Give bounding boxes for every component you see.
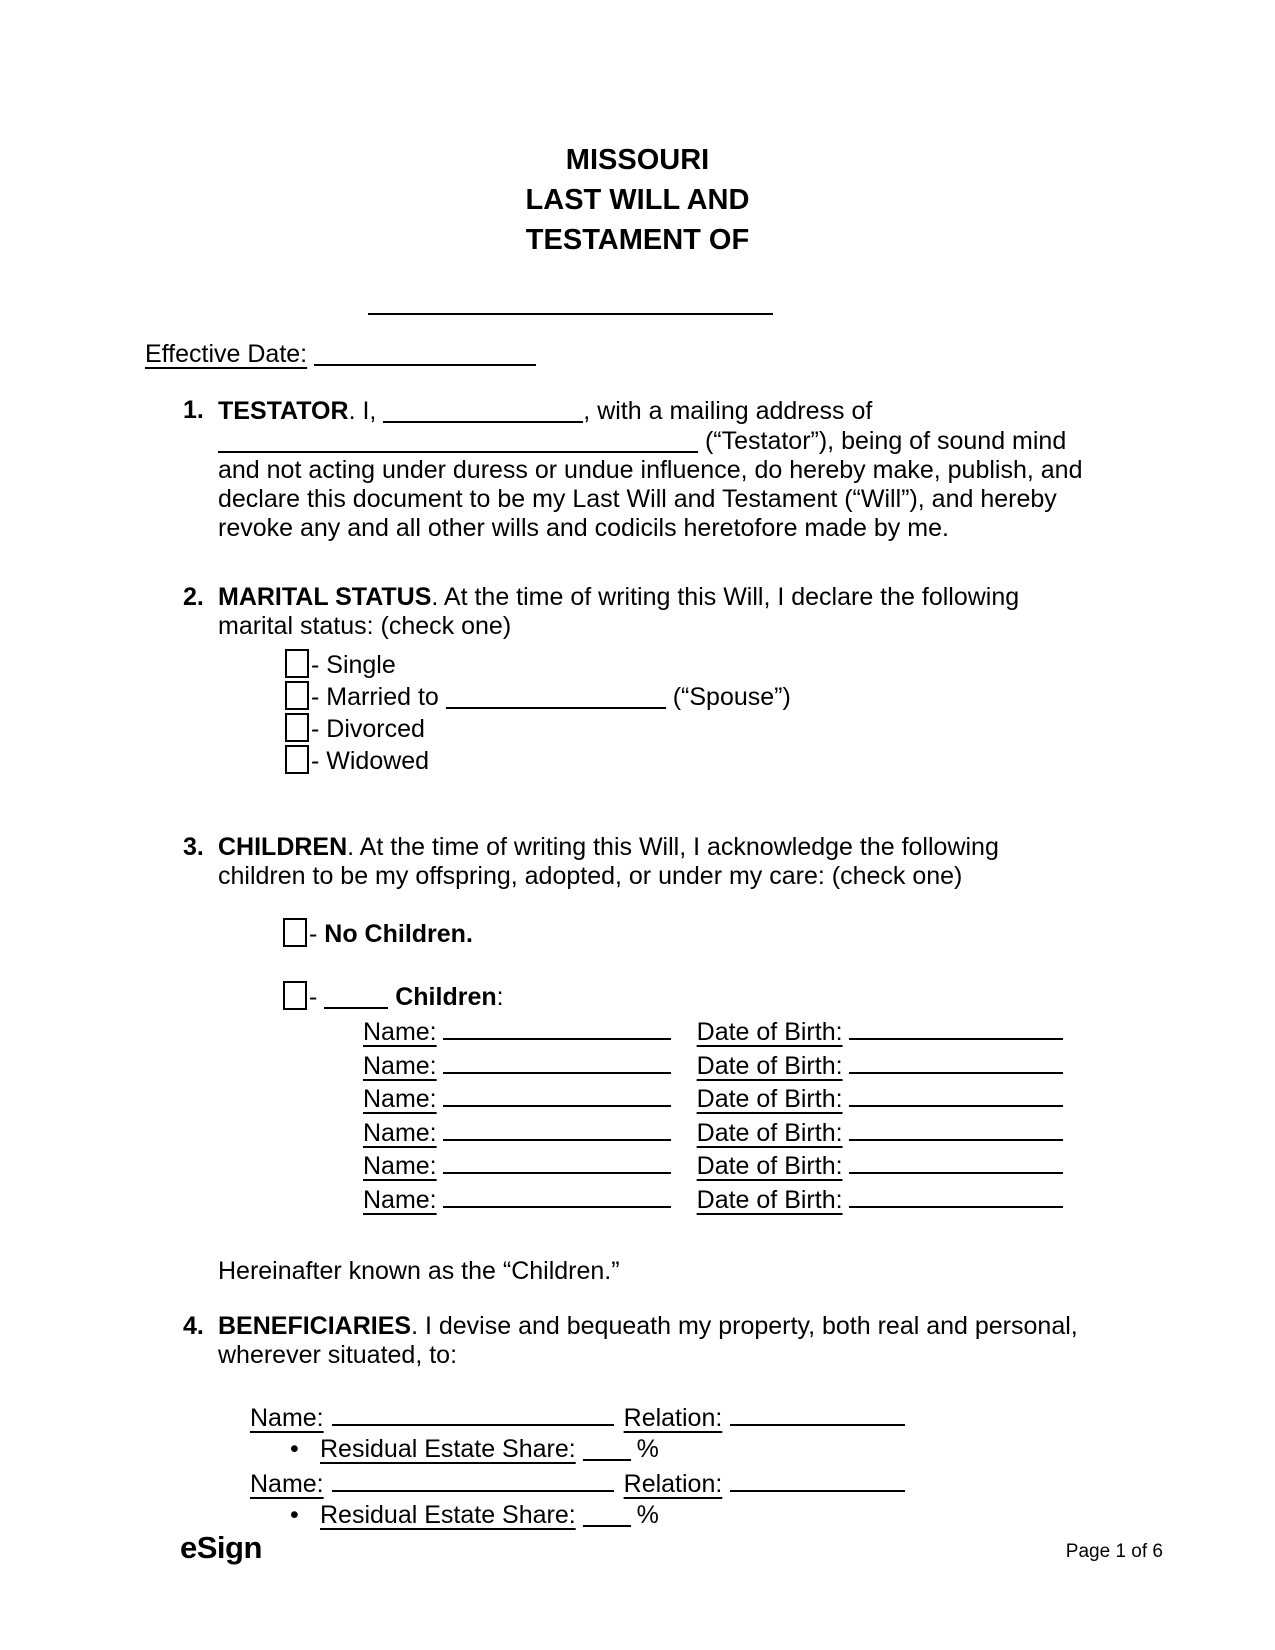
residual-share-row-1	[290, 1434, 1090, 1465]
section-marital-status	[183, 583, 1090, 777]
effective-date-blank[interactable]	[314, 339, 536, 366]
child-name-label: Name:	[363, 1051, 437, 1080]
child-dob-blank-4[interactable]	[849, 1114, 1063, 1141]
testator-text-2: , with a mailing address of	[583, 397, 873, 425]
esign-logo: eSign	[180, 1530, 262, 1565]
child-name-label: Name:	[363, 1185, 437, 1214]
marital-text: . At the time of writing this Will, I declare the following marital status: (check one)	[218, 583, 1020, 640]
child-dob-label: Date of Birth:	[696, 1152, 843, 1180]
children-count-label: Children	[395, 983, 497, 1011]
beneficiaries-heading: BENEFICIARIES	[218, 1312, 412, 1340]
no-children-dash: -	[309, 920, 325, 948]
child-row-5	[363, 1147, 1063, 1181]
beneficiaries-list	[250, 1399, 1090, 1531]
residual-share-blank-2[interactable]	[583, 1500, 631, 1527]
child-name-blank-6[interactable]	[443, 1181, 671, 1208]
section-number-4: 4.	[183, 1312, 204, 1340]
child-dob-label: Date of Birth:	[696, 1085, 843, 1113]
option-single	[285, 649, 1090, 681]
section-number-3: 3.	[183, 833, 204, 861]
beneficiary-relation-blank-2[interactable]	[730, 1465, 905, 1492]
title-line-2: LAST WILL AND	[525, 184, 750, 216]
option-married	[285, 681, 1090, 713]
residual-share-label: Residual Estate Share:	[320, 1501, 576, 1529]
child-dob-blank-1[interactable]	[849, 1013, 1063, 1040]
option-married-suffix: (“Spouse”)	[665, 683, 791, 711]
checkbox-widowed[interactable]	[285, 745, 309, 774]
child-row-6	[363, 1181, 1063, 1215]
child-dob-label: Date of Birth:	[696, 1051, 843, 1080]
child-row-4	[363, 1114, 1063, 1148]
beneficiary-name-blank-2[interactable]	[332, 1465, 614, 1492]
option-widowed	[285, 745, 1090, 777]
beneficiary-row-2	[250, 1465, 905, 1500]
option-divorced-label: - Divorced	[311, 715, 425, 743]
child-name-blank-2[interactable]	[443, 1047, 671, 1074]
child-dob-blank-3[interactable]	[849, 1080, 1063, 1107]
testator-heading: TESTATOR	[218, 397, 349, 425]
effective-date-label: Effective Date:	[145, 340, 308, 368]
percent-sign: %	[636, 1501, 659, 1529]
children-count-blank[interactable]	[324, 982, 388, 1009]
child-dob-label: Date of Birth:	[696, 1118, 843, 1147]
residual-share-row-2	[290, 1500, 1090, 1531]
child-name-label: Name:	[363, 1018, 437, 1046]
checkbox-has-children[interactable]	[283, 981, 307, 1010]
option-has-children	[283, 981, 1090, 1013]
children-text: . At the time of writing this Will, I acknowledge the following children to be my offspring, adopted, or under my care: (check one)	[218, 833, 999, 890]
children-count-dash: -	[309, 983, 325, 1011]
option-divorced	[285, 713, 1090, 745]
checkbox-divorced[interactable]	[285, 713, 309, 742]
option-widowed-label: - Widowed	[311, 747, 430, 775]
testator-name-blank[interactable]	[383, 396, 583, 423]
section-number-1: 1.	[183, 396, 204, 424]
testator-text-1: . I,	[348, 397, 384, 425]
percent-sign: %	[636, 1435, 659, 1463]
page-number: Page 1 of 6	[1065, 1541, 1163, 1562]
child-row-2	[363, 1047, 1063, 1081]
checkbox-married[interactable]	[285, 681, 309, 710]
beneficiary-row-1	[250, 1399, 905, 1434]
bullet-icon: •	[290, 1501, 299, 1529]
option-single-label: - Single	[311, 651, 396, 679]
section-number-2: 2.	[183, 583, 204, 611]
mailing-address-blank[interactable]	[218, 426, 698, 453]
testator-name-line-blank[interactable]	[368, 313, 773, 315]
child-name-label: Name:	[363, 1085, 437, 1113]
child-name-blank-4[interactable]	[443, 1114, 671, 1141]
beneficiary-relation-label: Relation:	[623, 1404, 723, 1432]
children-heading: CHILDREN	[218, 833, 348, 861]
effective-date-row	[145, 339, 1090, 369]
child-name-label: Name:	[363, 1152, 437, 1180]
beneficiary-name-label: Name:	[250, 1470, 324, 1498]
option-married-label: - Married to	[311, 683, 446, 711]
marital-heading: MARITAL STATUS	[218, 583, 432, 611]
title-line-3: TESTAMENT OF	[525, 224, 750, 256]
child-dob-blank-6[interactable]	[849, 1181, 1063, 1208]
title-line-1: MISSOURI	[565, 144, 710, 176]
testator-text-3: (“Testator”), being of sound mind and not acting under duress or undue influence, do hereby make, publish, and declare this document to be my Last Will and Testament (“Will”), and hereby revoke any and all other wills and codicils heretofore made by me.	[218, 427, 1083, 542]
residual-share-label: Residual Estate Share:	[320, 1435, 576, 1463]
child-dob-blank-2[interactable]	[849, 1047, 1063, 1074]
child-dob-label: Date of Birth:	[696, 1018, 843, 1046]
checkbox-no-children[interactable]	[283, 918, 307, 947]
child-row-1	[363, 1013, 1063, 1047]
child-name-label: Name:	[363, 1118, 437, 1147]
beneficiary-relation-blank-1[interactable]	[730, 1399, 905, 1426]
beneficiary-name-label: Name:	[250, 1404, 324, 1432]
marital-options	[285, 649, 1090, 777]
residual-share-blank-1[interactable]	[583, 1434, 631, 1461]
section-testator	[183, 396, 1090, 543]
hereinafter-note: Hereinafter known as the “Children.”	[218, 1257, 620, 1285]
section-children	[183, 833, 1090, 1286]
child-name-blank-3[interactable]	[443, 1080, 671, 1107]
spouse-name-blank[interactable]	[446, 682, 666, 709]
beneficiary-relation-label: Relation:	[623, 1470, 723, 1498]
document-title	[0, 0, 1275, 260]
child-dob-label: Date of Birth:	[696, 1185, 843, 1214]
option-no-children	[283, 918, 1090, 950]
children-table	[363, 1013, 1063, 1214]
children-count-colon: :	[496, 983, 504, 1011]
child-row-3	[363, 1080, 1063, 1114]
child-name-blank-1[interactable]	[443, 1013, 671, 1040]
child-name-blank-5[interactable]	[443, 1147, 671, 1174]
section-beneficiaries	[183, 1312, 1090, 1531]
no-children-label: No Children.	[324, 920, 473, 948]
bullet-icon: •	[290, 1435, 299, 1463]
checkbox-single[interactable]	[285, 649, 309, 678]
beneficiaries-text: . I devise and bequeath my property, both real and personal, wherever situated, to:	[218, 1312, 1078, 1369]
child-dob-blank-5[interactable]	[849, 1147, 1063, 1174]
beneficiary-name-blank-1[interactable]	[332, 1399, 614, 1426]
